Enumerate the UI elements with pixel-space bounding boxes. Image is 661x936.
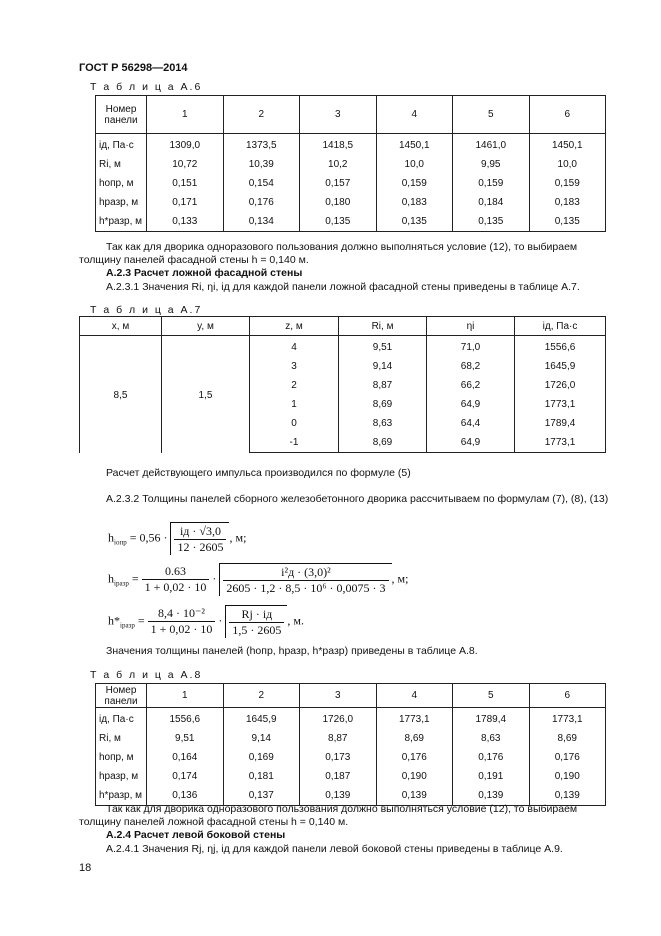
table-cell: 8,69 [376,729,453,748]
table-cell: 1450,1 [376,134,453,156]
table-cell: 10,0 [376,155,453,174]
table-cell: 0,159 [453,174,530,193]
table-cell: 10,72 [147,155,224,174]
y-cell: 1,5 [162,336,250,453]
table-cell: 0,171 [147,193,224,212]
table-cell: 9,95 [453,155,530,174]
header-cell: Номер панели [96,684,147,708]
section-a24-heading: А.2.4 Расчет левой боковой стены [106,829,286,841]
column-header: 4 [376,96,453,134]
table-cell: 9,51 [339,336,427,358]
table-cell: 1461,0 [453,134,530,156]
row-label: Ri, м [96,155,147,174]
table-a6-caption: Т а б л и ц а А.6 [90,81,203,93]
table-cell: 1726,0 [515,376,606,395]
document-header: ГОСТ Р 56298—2014 [79,62,188,74]
column-header: 6 [529,684,606,708]
table-cell: 0,181 [223,767,300,786]
table-cell: 1309,0 [147,134,224,156]
column-header: 3 [300,96,377,134]
column-header: 1 [147,96,224,134]
table-cell: 0,174 [147,767,224,786]
column-header: iд, Па·с [515,317,606,336]
paragraph-impulse: Расчет действующего импульса производился по формуле (5) [106,467,411,479]
table-cell: 0,180 [300,193,377,212]
paragraph-a231: А.2.3.1 Значения Ri, ηi, iд для каждой панели ложной фасадной стены приведены в таблице А.7. [106,281,580,293]
table-cell: 8,87 [300,729,377,748]
header-cell: Номер панели [96,96,147,134]
table-cell: 0,151 [147,174,224,193]
table-row [96,212,606,232]
table-cell: 0,139 [300,786,377,806]
table-cell: 0,164 [147,748,224,767]
table-cell: -1 [250,433,339,453]
paragraph-a241: А.2.4.1 Значения Rj, ηj, iд для каждой панели левой боковой стены приведены в таблице А.9. [106,843,563,855]
row-label: h*разр, м [96,212,147,232]
table-cell: 64,9 [427,395,515,414]
table-a7 [79,316,606,453]
paragraph-thickness-values: Значения толщины панелей (hопр, hразр, h*разр) приведены в таблице А.8. [106,645,478,657]
table-cell: 0 [250,414,339,433]
table-cell: 0,190 [529,767,606,786]
column-header: ηi [427,317,515,336]
section-a23-heading: А.2.3 Расчет ложной фасадной стены [106,267,303,279]
table-cell: 1773,1 [515,395,606,414]
page-number: 18 [79,862,92,874]
table-cell: 1773,1 [529,708,606,730]
table-cell: 64,4 [427,414,515,433]
table-cell: 8,63 [453,729,530,748]
table-cell: 0,159 [376,174,453,193]
table-cell: 8,69 [339,395,427,414]
table-cell: 10,0 [529,155,606,174]
table-cell: 9,14 [223,729,300,748]
table-row [96,748,606,767]
table-cell: 0,187 [300,767,377,786]
table-cell: 0,135 [529,212,606,232]
table-a8-caption: Т а б л и ц а А.8 [90,669,203,681]
row-label: hопр, м [96,174,147,193]
table-row [96,708,606,730]
table-cell: 1450,1 [529,134,606,156]
table-cell: 71,0 [427,336,515,358]
table-cell: 0,135 [300,212,377,232]
table-cell: 0,183 [529,193,606,212]
column-header: 1 [147,684,224,708]
table-cell: 0,169 [223,748,300,767]
table-cell: 0,139 [529,786,606,806]
table-cell: 1556,6 [147,708,224,730]
paragraph-false-facade-thickness: Так как для дворика одноразового пользования должно выполняться условие (12), то выбираем толщину панелей ложной фасадной стены h = 0,140 м. [79,803,578,828]
table-cell: 8,63 [339,414,427,433]
table-cell: 2 [250,376,339,395]
table-cell: 0,176 [376,748,453,767]
row-label: Ri, м [96,729,147,748]
table-cell: 8,87 [339,376,427,395]
table-row [96,767,606,786]
table-row [96,193,606,212]
table-cell: 0,135 [453,212,530,232]
row-label: h*разр, м [96,786,147,806]
column-header: Ri, м [339,317,427,336]
paragraph-facade-thickness: Так как для дворика одноразового пользования должно выполняться условие (12), то выбираем толщину панелей фасадной стены h = 0,140 м. [79,241,578,266]
table-cell: 0,139 [453,786,530,806]
table-cell: 0,176 [529,748,606,767]
table-cell: 1789,4 [453,708,530,730]
table-a7-caption: Т а б л и ц а А.7 [90,304,203,316]
table-row [96,134,606,156]
column-header: 2 [223,684,300,708]
column-header: 2 [223,96,300,134]
table-cell: 0,173 [300,748,377,767]
table-row [96,174,606,193]
table-cell: 8,69 [339,433,427,453]
table-cell: 0,176 [223,193,300,212]
formula-h-opr: $h_{iопр} = 0,56$ · $\frac{iд \cdot √3,0}{12 \cdot 2605}$ , м; [108,524,247,554]
table-cell: 66,2 [427,376,515,395]
table-cell: 68,2 [427,357,515,376]
table-row [96,729,606,748]
column-header: 3 [300,684,377,708]
formula-h-razr: $h_{iразр}$ = $\frac{0.63}{1 + 0,02 \cdot 10}$ · $\frac{\text{i²д · (3,0)²}}{\text{2605 · 1,2 · 8,5 · 10⁶ · 0,0075 · 3}}$ , м; [108,564,409,595]
formula-h-star-razr: $h*_{iразр}$ = $\frac{\text{8,4 · 10⁻²}}{1 + 0,02 \cdot 10}$ · $\frac{Rj \cdot iд}{1,5 \cdot 2605}$ , м. [108,606,304,637]
table-cell: 0,133 [147,212,224,232]
table-cell: 10,2 [300,155,377,174]
table-cell: 1645,9 [515,357,606,376]
row-label: iд, Па·с [96,134,147,156]
column-header: 4 [376,684,453,708]
table-cell: 0,176 [453,748,530,767]
row-label: hопр, м [96,748,147,767]
table-a6 [95,95,606,232]
table-cell: 3 [250,357,339,376]
row-label: iд, Па·с [96,708,147,730]
table-cell: 0,191 [453,767,530,786]
table-cell: 1789,4 [515,414,606,433]
table-row [80,336,606,358]
table-a8 [95,683,606,806]
table-cell: 0,139 [376,786,453,806]
table-cell: 0,136 [147,786,224,806]
row-label: hразр, м [96,767,147,786]
table-cell: 64,9 [427,433,515,453]
table-cell: 1773,1 [376,708,453,730]
paragraph-a232: А.2.3.2 Толщины панелей сборного железобетонного дворика рассчитываем по формулам (7), (8), (13) [106,493,609,505]
table-cell: 1 [250,395,339,414]
table-cell: 9,51 [147,729,224,748]
table-cell: 0,159 [529,174,606,193]
x-cell: 8,5 [80,336,162,453]
table-cell: 8,69 [529,729,606,748]
table-cell: 10,39 [223,155,300,174]
table-cell: 0,137 [223,786,300,806]
column-header: 5 [453,684,530,708]
table-cell: 0,190 [376,767,453,786]
table-cell: 0,157 [300,174,377,193]
table-cell: 1418,5 [300,134,377,156]
table-cell: 9,14 [339,357,427,376]
row-label: hразр, м [96,193,147,212]
table-cell: 1373,5 [223,134,300,156]
table-cell: 1773,1 [515,433,606,453]
table-cell: 4 [250,336,339,358]
column-header: x, м [80,317,162,336]
table-cell: 0,135 [376,212,453,232]
table-cell: 0,154 [223,174,300,193]
table-cell: 0,184 [453,193,530,212]
table-cell: 1726,0 [300,708,377,730]
table-row [96,155,606,174]
table-cell: 1645,9 [223,708,300,730]
column-header: y, м [162,317,250,336]
column-header: 5 [453,96,530,134]
column-header: 6 [529,96,606,134]
column-header: z, м [250,317,339,336]
table-cell: 0,183 [376,193,453,212]
table-cell: 1556,6 [515,336,606,358]
table-cell: 0,134 [223,212,300,232]
